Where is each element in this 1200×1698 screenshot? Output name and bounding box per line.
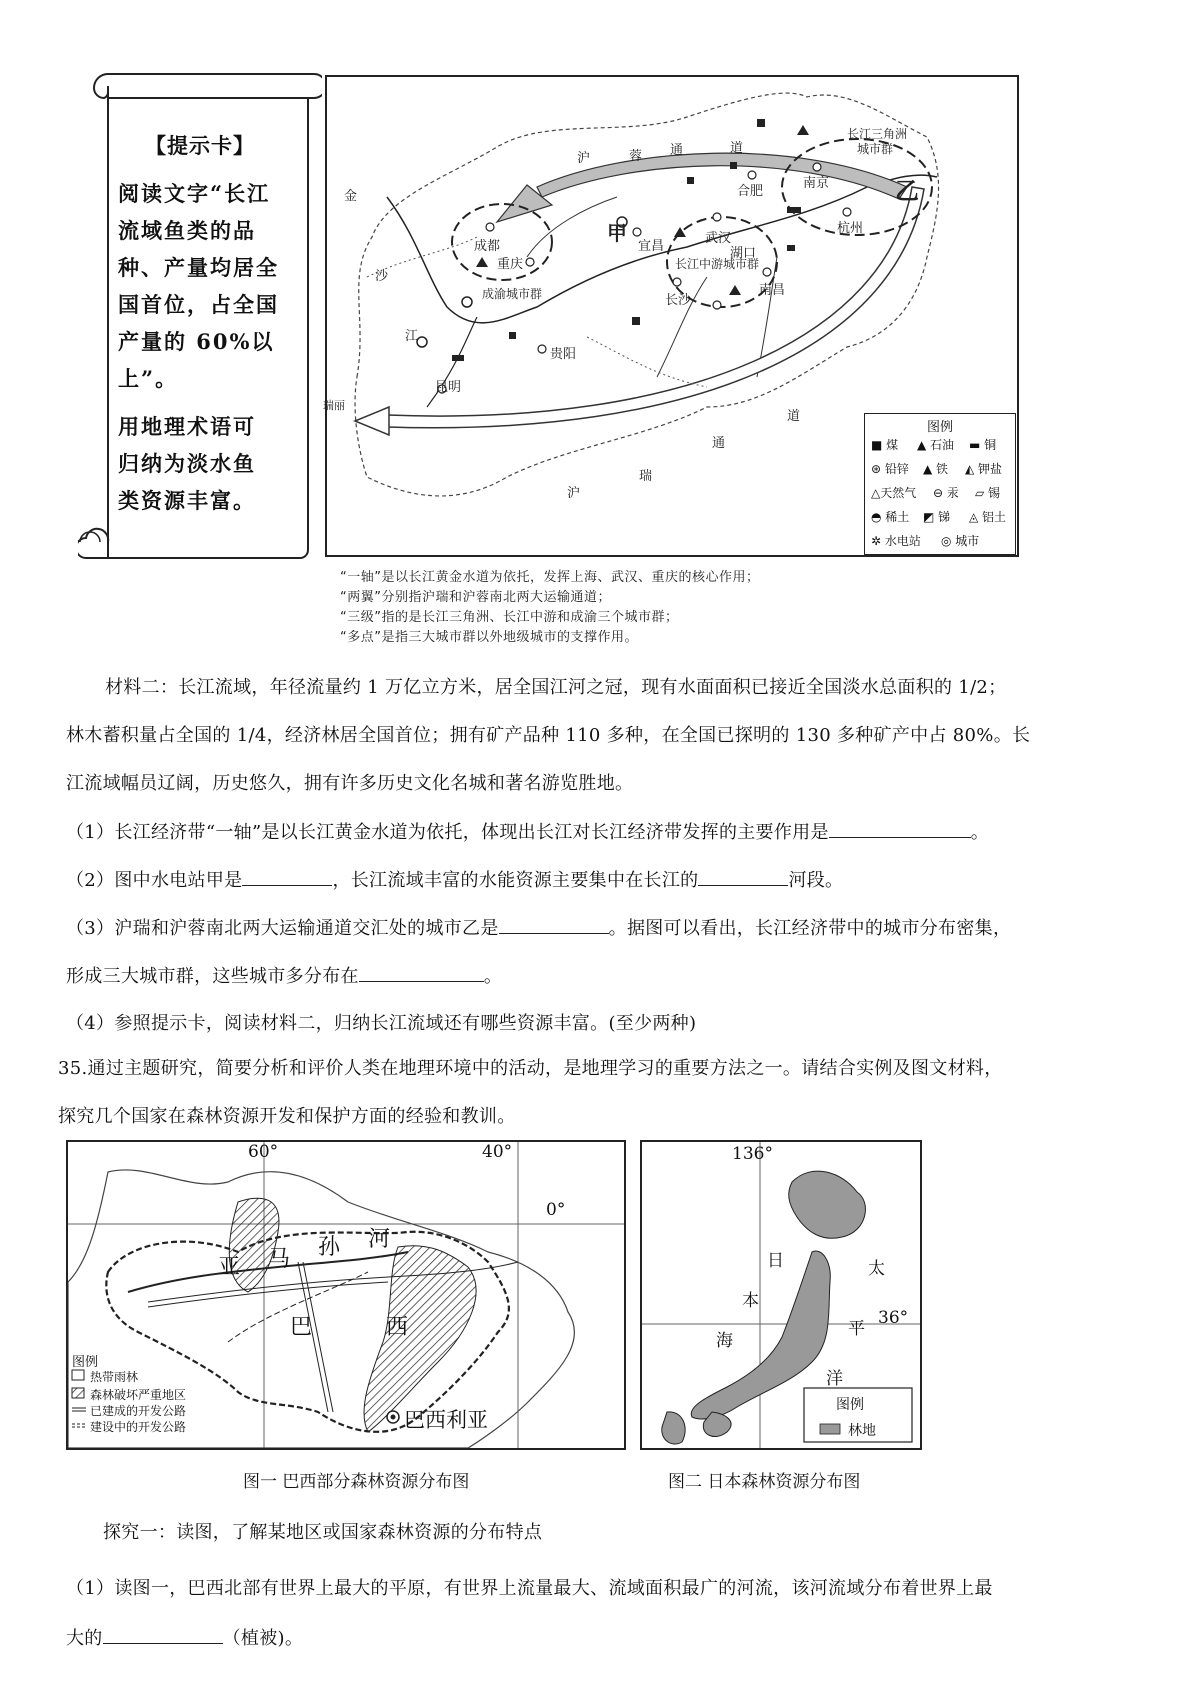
city-label-chongqing: 重庆: [497, 257, 524, 272]
question-3-text-a: （3）沪瑞和沪蓉南北两大运输通道交汇处的城市乙是: [66, 918, 499, 939]
hint-line: 类资源丰富。: [118, 488, 256, 513]
hint-card: [78, 72, 322, 562]
city-icon: ◎ 城市: [941, 534, 980, 548]
question-4: （4）参照提示卡，阅读材料二，归纳长江流域还有哪些资源丰富。(至少两种): [66, 1013, 697, 1034]
route-char: 沪: [567, 486, 581, 501]
ocean-char: 平: [848, 1319, 865, 1339]
route-char: 通: [670, 143, 684, 158]
cluster-label-chengyu: 成渝城市群: [482, 287, 543, 301]
material-two-line-2: 林木蓄积量占全国的 1/4，经济林居全国首位；拥有矿产品种 110 多种，在全国已探明的 130 多种矿产中占 80%。长: [66, 725, 1031, 746]
hint-line: 种、产量均居全: [118, 255, 279, 280]
question-1: [66, 820, 989, 845]
legend-natural-gas: 天然气: [880, 486, 917, 500]
legend-rainforest: 热带雨林: [90, 1370, 139, 1384]
river-char: 金: [344, 189, 358, 204]
answer-blank-3a[interactable]: [499, 916, 609, 934]
hint-card-text-2: [118, 408, 298, 519]
legend-built-road: 已建成的开发公路: [90, 1404, 187, 1418]
legend-title: 图例: [926, 420, 953, 435]
hint-line: 上”。: [118, 366, 179, 391]
latitude-label-0: 0°: [546, 1200, 566, 1220]
answer-blank-2a[interactable]: [242, 868, 332, 886]
city-label-nanchang: 南昌: [759, 283, 786, 298]
sea-char: 海: [716, 1331, 733, 1351]
cluster-label-sanjiao-2: 城市群: [857, 142, 894, 156]
ocean-char: 太: [868, 1259, 885, 1279]
route-char: 道: [730, 141, 744, 156]
answer-blank-2b[interactable]: [698, 868, 788, 886]
legend-oil: 石油: [930, 438, 955, 452]
sea-char: 本: [742, 1291, 759, 1311]
capital-label-brasilia: 巴西利亚: [404, 1408, 488, 1432]
route-char: 道: [787, 409, 801, 424]
question-35-line-1: 35.通过主题研究，简要分析和评价人类在地理环境中的活动，是地理学习的重要方法之一。请结合实例及图文材料，: [58, 1058, 1003, 1079]
city-label-nanjing: 南京: [803, 176, 830, 191]
lead-zinc-icon: ⊛ 铅锌: [871, 462, 909, 476]
legend-bauxite: 铝土: [982, 510, 1007, 524]
hint-line: 流域鱼类的品: [118, 218, 256, 243]
copper-icon: ▬ 铜: [969, 438, 997, 452]
hint-line: 产量的 60%以: [118, 329, 275, 354]
legend-tin: 锡: [988, 486, 1001, 500]
antimony-icon: ◩ 锑: [923, 510, 951, 524]
question-3-text-b: 。据图可以看出，长江经济带中的城市分布密集，: [608, 918, 1012, 939]
river-char: 河: [368, 1227, 391, 1252]
longitude-label-60: 60°: [248, 1142, 279, 1162]
legend-lead-zinc: 铅锌: [884, 462, 909, 476]
hydro-station-jia-label: 甲: [607, 221, 627, 245]
answer-blank-vegetation[interactable]: [103, 1626, 223, 1644]
route-char: 瑞: [639, 469, 653, 484]
map-caption-4: “多点”是指三大城市群以外地级城市的支撑作用。: [340, 630, 638, 645]
ocean-char: 洋: [826, 1369, 843, 1389]
route-char: 沪: [577, 151, 591, 166]
question-3-text-c: 形成三大城市群，这些城市多分布在: [66, 966, 359, 987]
route-char: 通: [712, 436, 726, 451]
question-2-text-b: ，长江流域丰富的水能资源主要集中在长江的: [332, 870, 699, 891]
tin-icon: ▱ 锡: [975, 486, 1001, 500]
japan-forest-map: [640, 1140, 922, 1450]
japan-legend-title: 图例: [836, 1397, 864, 1413]
city-yi-label: 乙: [895, 177, 919, 205]
japan-map-graphics: [642, 1142, 920, 1448]
river-char: 马: [268, 1247, 291, 1272]
hint-line: 阅读文字“长江: [118, 181, 271, 206]
city-label-guiyang: 贵阳: [550, 347, 577, 362]
bauxite-icon: ◬ 铝土: [969, 510, 1007, 524]
explore-line-3-text-a: 大的: [66, 1628, 103, 1649]
legend-coal: 煤: [886, 438, 899, 452]
potash-icon: ◭ 钾盐: [965, 462, 1003, 476]
city-label-chengdu: 成都: [474, 239, 501, 254]
figure-2-caption: 图二 日本森林资源分布图: [668, 1472, 861, 1492]
hint-line: 归纳为淡水鱼: [118, 451, 256, 476]
legend-road-under-construction: 建设中的开发公路: [90, 1420, 187, 1434]
map-caption-1: “一轴”是以长江黄金水道为依托，发挥上海、武汉、重庆的核心作用；: [340, 570, 760, 585]
question-2-text-c: 河段。: [788, 870, 844, 891]
legend-forest-land: 林地: [848, 1423, 876, 1439]
legend-rare-earth: 稀土: [885, 510, 910, 524]
legend-mercury: 汞: [946, 486, 959, 500]
hint-card-text-1: [118, 175, 298, 397]
question-2: [66, 868, 843, 893]
material-two-line-3: 江流域幅员辽阔，历史悠久，拥有许多历史文化名城和著名游览胜地。: [66, 773, 634, 794]
question-1-text: （1）长江经济带“一轴”是以长江黄金水道为依托，体现出长江对长江经济带发挥的主要作用是: [66, 822, 829, 843]
cluster-label-sanjiao: 长江三角洲: [847, 127, 908, 141]
question-3: [66, 916, 1011, 941]
hint-line: 国首位，占全国: [118, 292, 279, 317]
question-35-line-2: 探究几个国家在森林资源开发和保护方面的经验和教训。: [58, 1106, 516, 1127]
longitude-label-136: 136°: [732, 1144, 773, 1164]
map-legend: [864, 413, 1016, 555]
brazil-forest-map: [66, 1140, 626, 1450]
cluster-label-zhongyou: 长江中游城市群: [675, 257, 760, 271]
question-3-text-d: 。: [483, 966, 503, 987]
city-label-ruili: 瑞丽: [323, 399, 345, 412]
question-3-cont: [66, 964, 502, 989]
legend-hydropower: 水电站: [884, 534, 921, 548]
question-1-end: 。: [970, 822, 990, 843]
answer-blank-3b[interactable]: [359, 964, 484, 982]
legend-antimony: 锑: [938, 510, 951, 524]
coal-icon: ■ 煤: [871, 438, 899, 452]
sea-char: 日: [767, 1251, 784, 1271]
legend-copper: 铜: [984, 438, 997, 452]
legend-iron: 铁: [936, 462, 949, 476]
answer-blank-1[interactable]: [829, 820, 971, 838]
country-char: 巴: [290, 1315, 313, 1340]
oil-icon: ▲ 石油: [917, 438, 955, 452]
explore-line-2: （1）读图一，巴西北部有世界上最大的平原，有世界上流量最大、流域面积最广的河流，该河流域分布着世界上最: [66, 1578, 993, 1599]
map-caption-2: “两翼”分别指沪瑞和沪蓉南北两大运输通道；: [340, 590, 611, 605]
country-char: 西: [386, 1315, 409, 1340]
question-2-text-a: （2）图中水电站甲是: [66, 870, 243, 891]
river-char: 沙: [375, 269, 389, 284]
yangtze-economic-belt-map: [325, 75, 1019, 557]
legend-destruction: 森林破坏严重地区: [90, 1388, 187, 1402]
explore-line-1: 探究一：读图，了解某地区或国家森林资源的分布特点: [103, 1522, 543, 1543]
city-label-hukou: 湖口: [730, 246, 757, 261]
brazil-legend-title: 图例: [72, 1355, 99, 1370]
hint-line: 用地理术语可: [118, 414, 256, 439]
legend-city: 城市: [955, 534, 980, 548]
mercury-icon: ⊖ 汞: [933, 486, 959, 500]
city-label-hefei: 合肥: [737, 184, 764, 199]
route-char: 蓉: [629, 149, 643, 164]
city-label-kunming: 昆明: [435, 380, 462, 395]
city-label-wuhan: 武汉: [705, 231, 732, 246]
hint-card-title: 【提示卡】: [145, 133, 255, 158]
city-label-yichang: 宜昌: [638, 239, 665, 254]
figure-1-caption: 图一 巴西部分森林资源分布图: [243, 1472, 470, 1492]
latitude-label-36: 36°: [878, 1308, 909, 1328]
map-caption-3: “三级”指的是长江三角洲、长江中游和成渝三个城市群；: [340, 610, 679, 625]
hydropower-icon: ✲ 水电站: [871, 534, 921, 548]
river-char: 亚: [218, 1255, 241, 1280]
city-label-hangzhou: 杭州: [837, 221, 864, 236]
river-char: 江: [405, 329, 419, 344]
natural-gas-icon: △天然气: [871, 486, 917, 500]
iron-icon: ▲ 铁: [923, 462, 949, 476]
longitude-label-40: 40°: [482, 1142, 513, 1162]
city-label-changsha: 长沙: [665, 293, 692, 308]
rare-earth-icon: ◓ 稀土: [871, 510, 910, 524]
explore-line-3: [66, 1626, 303, 1651]
legend-potash: 钾盐: [978, 462, 1003, 476]
river-char: 孙: [318, 1235, 341, 1260]
explore-line-3-text-b: （植被)。: [222, 1628, 304, 1649]
material-two-line-1: 材料二：长江流域，年径流量约 1 万亿立方米，居全国江河之冠，现有水面面积已接近全国淡水总面积的 1/2；: [105, 677, 1007, 698]
